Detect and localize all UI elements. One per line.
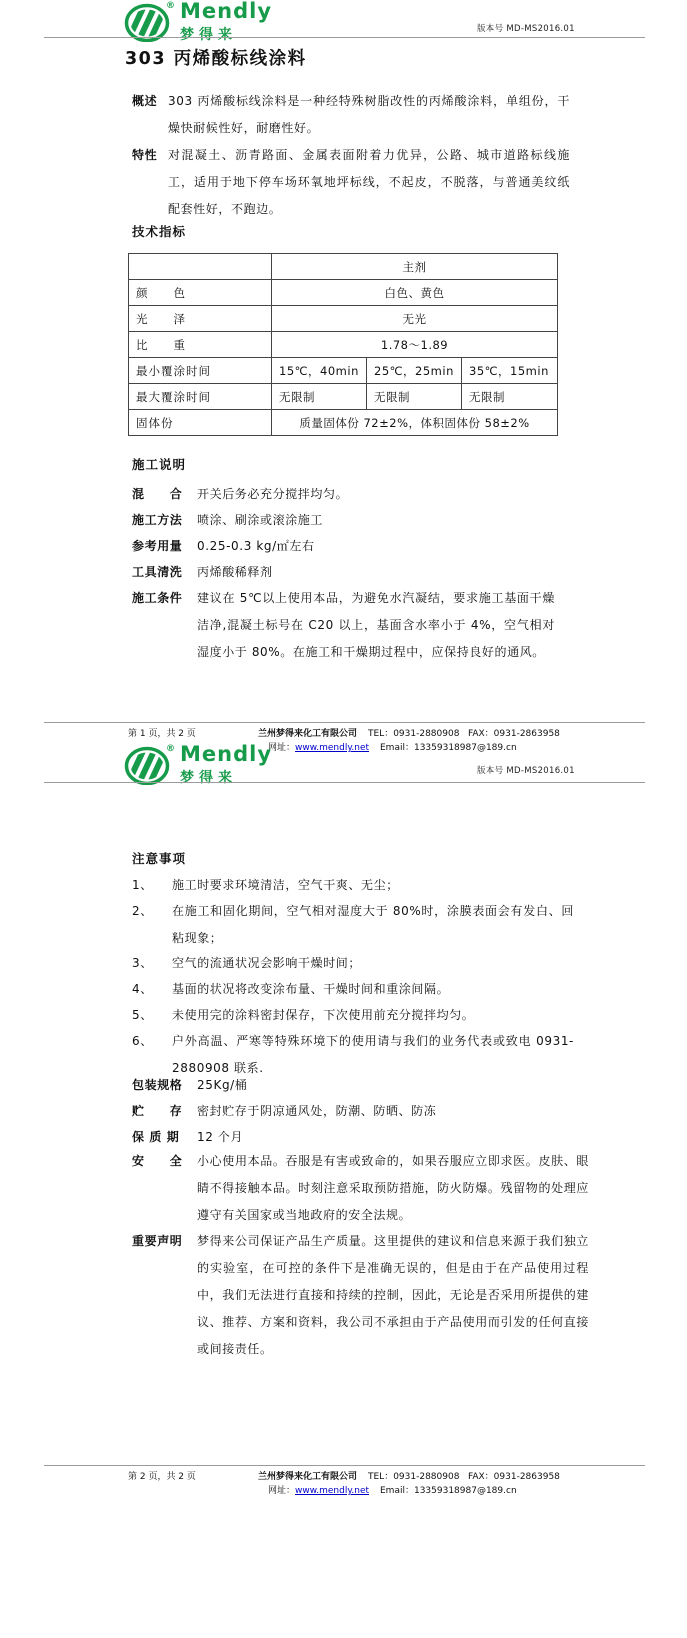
brand-name-cn: 梦得来 — [180, 27, 237, 43]
tool-cleaning-text: 丙烯酸稀释剂 — [197, 565, 273, 579]
note-number: 2、 — [132, 904, 153, 918]
footer-email: Email：13359318987@189.cn — [380, 1486, 517, 1496]
note-text: 空气的流通状况会影响干燥时间； — [172, 956, 362, 970]
registered-mark-icon: ® — [166, 1, 175, 11]
page2-footer — [0, 1465, 687, 1499]
row-label: 比 重 — [129, 332, 272, 358]
footer-tel: TEL：0931-2880908 — [368, 1472, 460, 1482]
footer-website — [268, 1483, 369, 1496]
storage-text: 密封贮存于阴凉通风处，防潮、防晒、防冻 — [197, 1104, 437, 1118]
version-label: 版本号 MD-MS2016.01 — [477, 766, 575, 776]
mendly-emblem-icon — [124, 745, 170, 785]
note-text: 在施工和固化期间，空气相对湿度大于 80%时，涂膜表面会有发白、回粘现象； — [172, 904, 574, 945]
packaging-row — [132, 1072, 589, 1099]
row-label: 固体份 — [129, 410, 272, 436]
overview-row — [132, 88, 570, 142]
footer-divider — [44, 1465, 645, 1466]
row-label: 最大覆涂时间 — [129, 384, 272, 410]
safety-label: 安 全 — [132, 1154, 183, 1168]
mixing-label: 混 合 — [132, 487, 183, 501]
footer-website-label: 网址： — [268, 743, 296, 753]
notes-heading: 注意事项 — [132, 851, 187, 866]
table-row-gloss — [129, 306, 558, 332]
mendly-logo — [124, 742, 273, 787]
brand-name-cn: 梦得来 — [180, 770, 237, 786]
storage-row — [132, 1098, 589, 1125]
row-label: 光 泽 — [129, 306, 272, 332]
table-row-density — [129, 332, 558, 358]
note-number: 4、 — [132, 982, 153, 996]
row-value: 1.78～1.89 — [272, 332, 558, 358]
footer-page-number: 第 1 页，共 2 页 — [128, 729, 196, 739]
tech-specs-heading: 技术指标 — [132, 224, 187, 239]
row-cell-2: 无限制 — [367, 384, 462, 410]
note-item-2 — [132, 898, 574, 952]
disclaimer-text: 梦得来公司保证产品生产质量。这里提供的建议和信息来源于我们独立的实验室，在可控的条件下是准确无误的，但是由于在产品使用过程中，我们无法进行直接和持续的控制，因此，无论是否采用所提供的建议、推荐、方案和资料，我公司不承担由于产品使用而引发的任何直接或间接责任。 — [197, 1234, 589, 1356]
row-value: 无光 — [272, 306, 558, 332]
row-cell-3: 35℃，15min — [462, 358, 558, 384]
footer-page-number: 第 2 页，共 2 页 — [128, 1472, 196, 1482]
note-text: 户外高温、严寒等特殊环境下的使用请与我们的业务代表或致电 0931-2880908 联系. — [172, 1034, 574, 1075]
method-text: 喷涂、刷涂或滚涂施工 — [197, 513, 324, 527]
note-item-4 — [132, 976, 574, 1003]
mixing-text: 开关后务必充分搅拌均匀。 — [197, 487, 349, 501]
note-number: 5、 — [132, 1008, 153, 1022]
shelf-life-row — [132, 1124, 589, 1151]
note-number: 1、 — [132, 878, 153, 892]
table-row-solids — [129, 410, 558, 436]
method-row — [132, 507, 555, 534]
footer-fax: FAX：0931-2863958 — [468, 1472, 560, 1482]
note-item-3 — [132, 950, 574, 977]
overview-text: 303 丙烯酸标线涂料是一种经特殊树脂改性的丙烯酸涂料，单组份，干燥快耐候性好，耐磨性好。 — [168, 94, 570, 135]
table-header-main-agent: 主剂 — [272, 254, 558, 280]
page1-footer — [0, 722, 687, 756]
storage-label: 贮 存 — [132, 1104, 183, 1118]
version-label: 版本号 MD-MS2016.01 — [477, 24, 575, 34]
row-label: 最小覆涂时间 — [129, 358, 272, 384]
brand-name: Mendly — [180, 742, 273, 766]
shelf-life-text: 12 个月 — [197, 1130, 244, 1144]
mixing-row — [132, 481, 555, 508]
tool-cleaning-label: 工具清洗 — [132, 565, 183, 579]
row-cell-2: 25℃，25min — [367, 358, 462, 384]
row-cell-1: 无限制 — [272, 384, 367, 410]
header-divider — [44, 37, 645, 38]
note-item-1 — [132, 872, 574, 899]
header-divider — [44, 782, 645, 783]
note-text: 基面的状况将改变涂布量、干燥时间和重涂间隔。 — [172, 982, 450, 996]
features-row — [132, 142, 570, 223]
safety-row — [132, 1148, 589, 1229]
shelf-life-label: 保 质 期 — [132, 1130, 180, 1144]
registered-mark-icon: ® — [166, 744, 175, 754]
footer-website-label: 网址： — [268, 1486, 296, 1496]
footer-fax: FAX：0931-2863958 — [468, 729, 560, 739]
row-value: 质量固体份 72±2%，体积固体份 58±2% — [272, 410, 558, 436]
overview-label: 概述 — [132, 94, 158, 108]
features-text: 对混凝土、沥青路面、金属表面附着力优异，公路、城市道路标线施工，适用于地下停车场环氧地坪标线，不起皮，不脱落，与普通美纹纸配套性好，不跑边。 — [168, 148, 570, 216]
mendly-emblem-icon — [124, 2, 170, 42]
tool-cleaning-row — [132, 559, 555, 586]
footer-tel: TEL：0931-2880908 — [368, 729, 460, 739]
footer-divider — [44, 722, 645, 723]
table-row-header — [129, 254, 558, 280]
row-value: 白色、黄色 — [272, 280, 558, 306]
table-row-max-recoat — [129, 384, 558, 410]
footer-website — [268, 740, 369, 753]
footer-website-link[interactable]: www.mendly.net — [295, 743, 370, 753]
row-cell-1: 15℃，40min — [272, 358, 367, 384]
note-number: 3、 — [132, 956, 153, 970]
footer-website-link[interactable]: www.mendly.net — [295, 1486, 370, 1496]
note-text: 未使用完的涂料密封保存，下次使用前充分搅拌均匀。 — [172, 1008, 475, 1022]
footer-company: 兰州梦得来化工有限公司 — [258, 1472, 358, 1482]
note-number: 6、 — [132, 1034, 153, 1048]
usage-label: 参考用量 — [132, 539, 183, 553]
packaging-label: 包装规格 — [132, 1078, 183, 1092]
disclaimer-label: 重要声明 — [132, 1234, 183, 1248]
footer-company: 兰州梦得来化工有限公司 — [258, 729, 358, 739]
conditions-row — [132, 585, 555, 666]
packaging-text: 25Kg/桶 — [197, 1078, 248, 1092]
tech-specs-table — [128, 253, 558, 436]
row-label: 颜 色 — [129, 280, 272, 306]
footer-email: Email：13359318987@189.cn — [380, 743, 517, 753]
note-text: 施工时要求环境清洁，空气干爽、无尘； — [172, 878, 399, 892]
method-label: 施工方法 — [132, 513, 183, 527]
note-item-5 — [132, 1002, 574, 1029]
usage-text: 0.25-0.3 kg/㎡左右 — [197, 539, 315, 553]
features-label: 特性 — [132, 148, 158, 162]
conditions-text: 建议在 5℃以上使用本品，为避免水汽凝结，要求施工基面干燥洁净,混凝土标号在 C20 以上，基面含水率小于 4%，空气相对湿度小于 80%。在施工和干燥期过程中，应保持良好的通风。 — [197, 591, 555, 659]
table-empty-cell — [129, 254, 272, 280]
table-row-min-recoat — [129, 358, 558, 384]
row-cell-3: 无限制 — [462, 384, 558, 410]
conditions-label: 施工条件 — [132, 591, 183, 605]
brand-name: Mendly — [180, 0, 273, 23]
safety-text: 小心使用本品。吞服是有害或致命的，如果吞服应立即求医。皮肤、眼睛不得接触本品。时刻注意采取预防措施，防火防爆。残留物的处理应遵守有关国家或当地政府的安全法规。 — [197, 1154, 589, 1222]
usage-row — [132, 533, 555, 560]
disclaimer-row — [132, 1228, 589, 1363]
page-title: 303 丙烯酸标线涂料 — [125, 49, 307, 69]
table-row-color — [129, 280, 558, 306]
construction-heading: 施工说明 — [132, 457, 187, 472]
brand-text — [180, 742, 273, 787]
